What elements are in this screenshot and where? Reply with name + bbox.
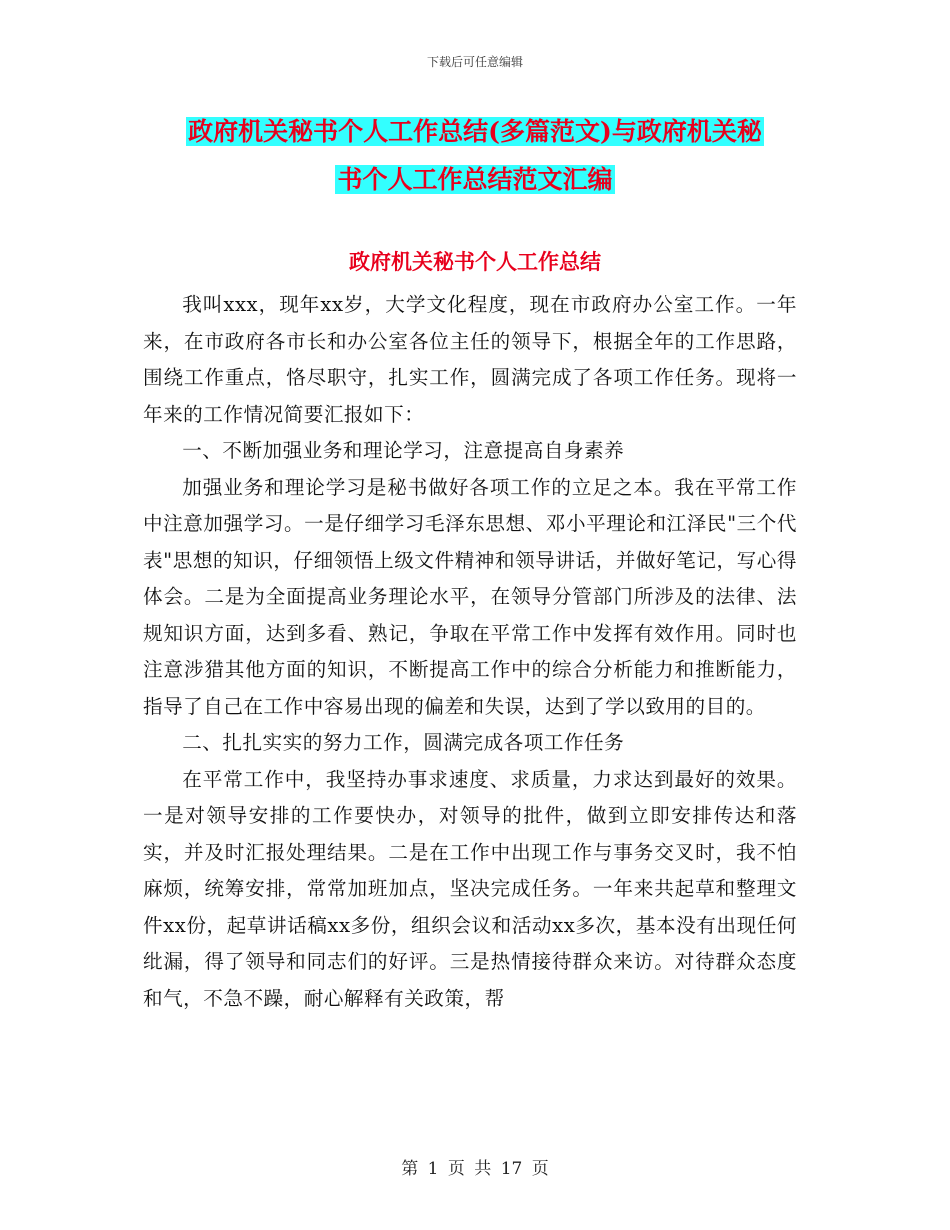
paragraph-study: 加强业务和理论学习是秘书做好各项工作的立足之本。我在平常工作中注意加强学习。一是仔细学习毛泽东思想、邓小平理论和江泽民"三个代表"思想的知识，仔细领悟上级文件精神和领导讲话，并做好笔记，写心得体会。二是为全面提高业务理论水平，在领导分管部门所涉及的法律、法规知识方面，达到多看、熟记，争取在平常工作中发挥有效作用。同时也注意涉猎其他方面的知识，不断提高工作中的综合分析能力和推断能力，指导了自己在工作中容易出现的偏差和失误，达到了学以致用的目的。 bbox=[143, 475, 797, 718]
page-footer: 第 1 页 共 17 页 bbox=[401, 1159, 549, 1179]
paragraph-work: 在平常工作中，我坚持办事求速度、求质量，力求达到最好的效果。一是对领导安排的工作要快办，对领导的批件，做到立即安排传达和落实，并及时汇报处理结果。二是在工作中出现工作与事务交叉时，我不怕麻烦，统筹安排，常常加班加点，坚决完成任务。一年来共起草和整理文件xx份，起草讲话稿xx多份，组织会议和活动xx多次，基本没有出现任何纰漏，得了领导和同志们的好评。三是热情接待群众来访。对待群众态度和气，不急不躁，耐心解释有关政策，帮 bbox=[143, 767, 797, 1010]
document-title-line-2: 书个人工作总结范文汇编 bbox=[337, 165, 613, 194]
heading-two: 二、扎扎实实的努力工作，圆满完成各项工作任务 bbox=[182, 731, 625, 754]
heading-one: 一、不断加强业务和理论学习，注意提高自身素养 bbox=[182, 439, 625, 462]
paragraph-intro: 我叫xxx，现年xx岁，大学文化程度，现在市政府办公室工作。一年来，在市政府各市长和办公室各位主任的领导下，根据全年的工作思路，围绕工作重点，恪尽职守，扎实工作，圆满完成了各项工作任务。现将一年来的工作情况简要汇报如下： bbox=[143, 293, 797, 426]
section-title: 政府机关秘书个人工作总结 bbox=[349, 249, 601, 274]
document-title bbox=[0, 108, 950, 204]
document-title-line-1: 政府机关秘书个人工作总结(多篇范文)与政府机关秘 bbox=[188, 117, 762, 146]
page-header-note: 下载后可任意编辑 bbox=[426, 55, 523, 69]
document-body bbox=[143, 287, 797, 1017]
